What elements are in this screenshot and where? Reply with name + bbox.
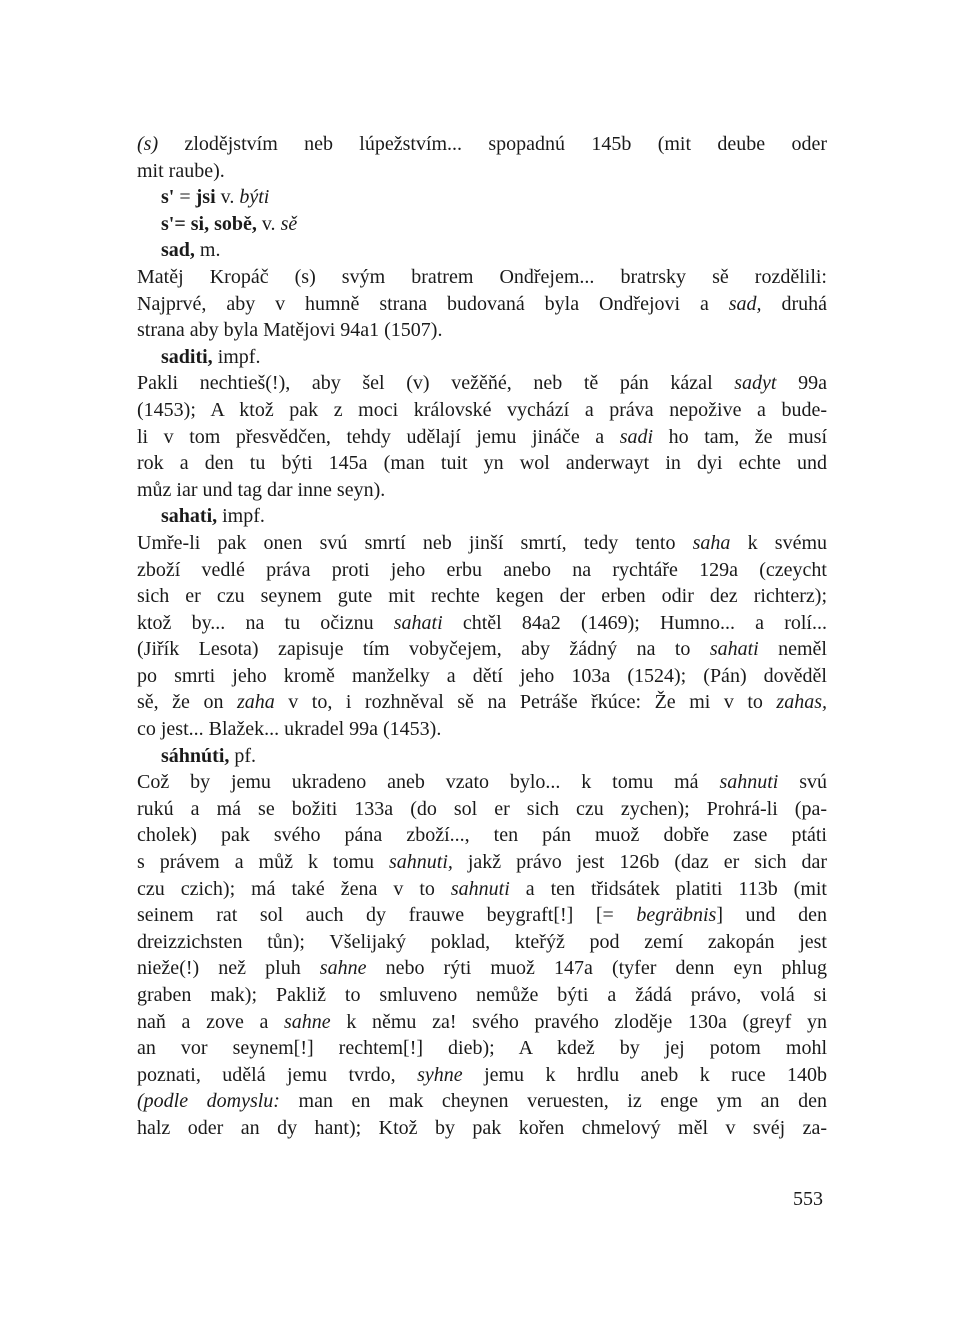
italic-text: sě [280,212,298,235]
italic-text: býti [239,186,270,209]
text-line [137,796,827,823]
text-line [137,610,827,637]
text-line [137,955,827,982]
text-segment: dreizzichsten tůn); Všelijaký poklad, kteřýž pod zemí zakopán jest [137,930,827,953]
text-line [137,370,827,397]
text-segment: pf. [229,744,257,767]
text-line [137,1115,827,1142]
text-line [137,1009,827,1036]
italic-text: saha [692,531,731,554]
text-segment: graben mak); Pakliž to smluveno nemůže býti a žádá právo, volá si [137,984,827,1006]
text-segment: m. [194,239,221,262]
text-line [137,477,827,504]
text-segment: sě, že on [137,691,237,714]
text-segment: k němu za! svého pravého zloděje 130a (greyf yn [330,1010,827,1033]
headword: sáhnúti, [161,744,230,767]
text-line [137,663,827,690]
text-segment: rukú a má se božiti 133a (do sol er sich czu zychen); Prohrá-li (pa- [137,797,827,820]
text-segment: po smrti jeho kromě manželky a dětí jeho 103a (1524); (Pán) dověděl [137,664,827,687]
text-segment: cholek) pak svého pána zboží..., ten pán muož dobře zase ptáti [137,824,827,847]
text-segment: strana aby byla Matějovi 94a1 (1507). [137,319,443,342]
text-segment: druhá [761,292,828,315]
text-segment: jakž právo jest 126b (daz er sich dar [452,851,827,874]
text-line [137,822,827,849]
italic-text: sahati [709,638,759,661]
text-line [137,317,827,344]
italic-text: begräbnis [636,904,717,927]
text-segment: (1453); A ktož pak z moci královské vychází a práva nepožive a bude- [137,398,827,421]
italic-text: sahnuti [450,877,510,900]
text-segment: Matěj Kropáč (s) svým bratrem Ondřejem... bratrsky sě rozdělili: [137,265,827,288]
text-segment: ho tam, že musí [653,425,827,448]
text-segment: Pakli nechtieš(!), aby šel (v) vežěňé, neb tě pán kázal [137,372,735,395]
text-segment: ktož by... na tu očiznu [137,611,394,634]
italic-text: (s) [137,133,159,155]
headword: sad, [161,239,195,262]
italic-text: sadyt [734,372,777,395]
text-line [137,291,827,318]
text-segment: co jest... Blažek... ukradel 99a (1453). [137,718,442,741]
text-segment: (Jiřík Lesota) zapisuje tím vobyčejem, aby žádný na to [137,638,710,661]
headword: s' [161,186,175,209]
text-segment: impf. [212,345,261,368]
text-line [137,264,827,291]
italic-text: zahas, [776,691,827,714]
text-segment: naň a zove a [137,1010,285,1033]
italic-text: sahati [393,611,443,634]
italic-text: syhne [417,1063,463,1086]
text-segment: k svému [730,531,827,554]
text-segment: neměl [758,638,827,661]
headword: s'= si, sobě, [161,212,257,235]
italic-text: sahne [319,957,367,980]
text-line [137,982,827,1009]
text-line [137,849,827,876]
headword-line [137,344,827,371]
text-segment: an vor seynem[!] rechtem[!] dieb); A kdež by jej potom mohl [137,1037,827,1060]
text-segment: Umře-li pak onen svú smrtí neb jinší smrtí, tedy tento [137,531,693,554]
text-line [137,689,827,716]
headword-line [137,237,827,264]
text-segment: Což by jemu ukradeno aneb vzato bylo... k tomu má [137,771,720,794]
headword: saditi, [161,345,213,368]
text-segment: 99a [776,372,827,395]
text-segment: s právem a můž k tomu [137,851,389,874]
text-segment: czu czich); má také žena v to [137,877,451,900]
page-number: 553 [793,1188,823,1210]
text-segment: zlodějstvím neb lúpežstvím... spopadnú 145b (mit deube oder [158,133,827,155]
text-line [137,397,827,424]
text-segment: Najprvé, aby v humně strana budovaná byla Ondřejovi a [137,292,729,315]
text-segment: nieže(!) než pluh [137,957,320,980]
text-line [137,158,827,185]
text-line [137,131,827,158]
headword: sahati, [161,505,218,528]
text-line [137,716,827,743]
text-segment: můz iar und tag dar inne seyn). [137,478,386,501]
italic-text: zaha [236,691,275,714]
text-segment: nebo rýti muož 147a (tyfer denn eyn phlug [366,957,827,980]
text-segment: v. [256,212,281,235]
text-line [137,1035,827,1062]
text-segment: zboží vedlé práva proti jeho erbu anebo na rychtáře 129a (czeycht [137,558,827,581]
headword-line [137,743,827,770]
italic-text: sahnuti, [389,851,453,874]
text-segment: man en mak cheynen veruesten, iz enge ym an den [279,1090,827,1113]
text-line [137,769,827,796]
page-body [137,131,827,1142]
text-segment: halz oder an dy hant); Ktož by pak kořen chmelový měl v svéj za- [137,1116,827,1139]
italic-text: sahne [284,1010,331,1033]
text-line [137,583,827,610]
italic-text: (podle domyslu: [137,1090,280,1113]
text-segment: v. [215,186,240,209]
text-segment: li v tom přesvědčen, tehdy udělají jemu jináče a [137,425,620,448]
text-segment: poznati, udělá jemu tvrdo, [137,1063,418,1086]
text-line [137,1088,827,1115]
text-segment: ] und den [716,904,827,927]
headword-line [137,503,827,530]
headword-line [137,211,827,238]
text-line [137,530,827,557]
italic-text: sadi [619,425,654,448]
text-line [137,876,827,903]
text-segment: rok a den tu býti 145a (man tuit yn wol anderwayt in dyi echte und [137,452,827,475]
text-segment: impf. [217,505,265,528]
text-line [137,1062,827,1089]
text-segment: jemu k hrdlu aneb k ruce 140b [462,1063,827,1086]
text-line [137,557,827,584]
text-segment: sich er czu seynem gute mit rechte kegen der erben odir dez richterz); [137,585,827,608]
text-segment: chtěl 84a2 (1469); Humno... a rolí... [442,611,827,634]
text-line [137,450,827,477]
text-segment: = [174,186,196,209]
headword: jsi [195,186,216,209]
text-segment: seinem rat sol auch dy frauwe beygraft[!] [= [137,904,637,927]
text-segment: v to, i rozhněval sě na Petráše řkúce: Že mi v to [274,691,777,714]
italic-text: sad, [728,292,762,315]
text-line [137,636,827,663]
italic-text: sahnuti [719,771,779,794]
text-line [137,424,827,451]
text-line [137,902,827,929]
text-segment: svú [778,771,827,794]
text-segment: mit raube). [137,159,225,182]
headword-line [137,184,827,211]
text-segment: a ten třidsátek platiti 113b (mit [509,877,827,900]
text-line [137,929,827,956]
